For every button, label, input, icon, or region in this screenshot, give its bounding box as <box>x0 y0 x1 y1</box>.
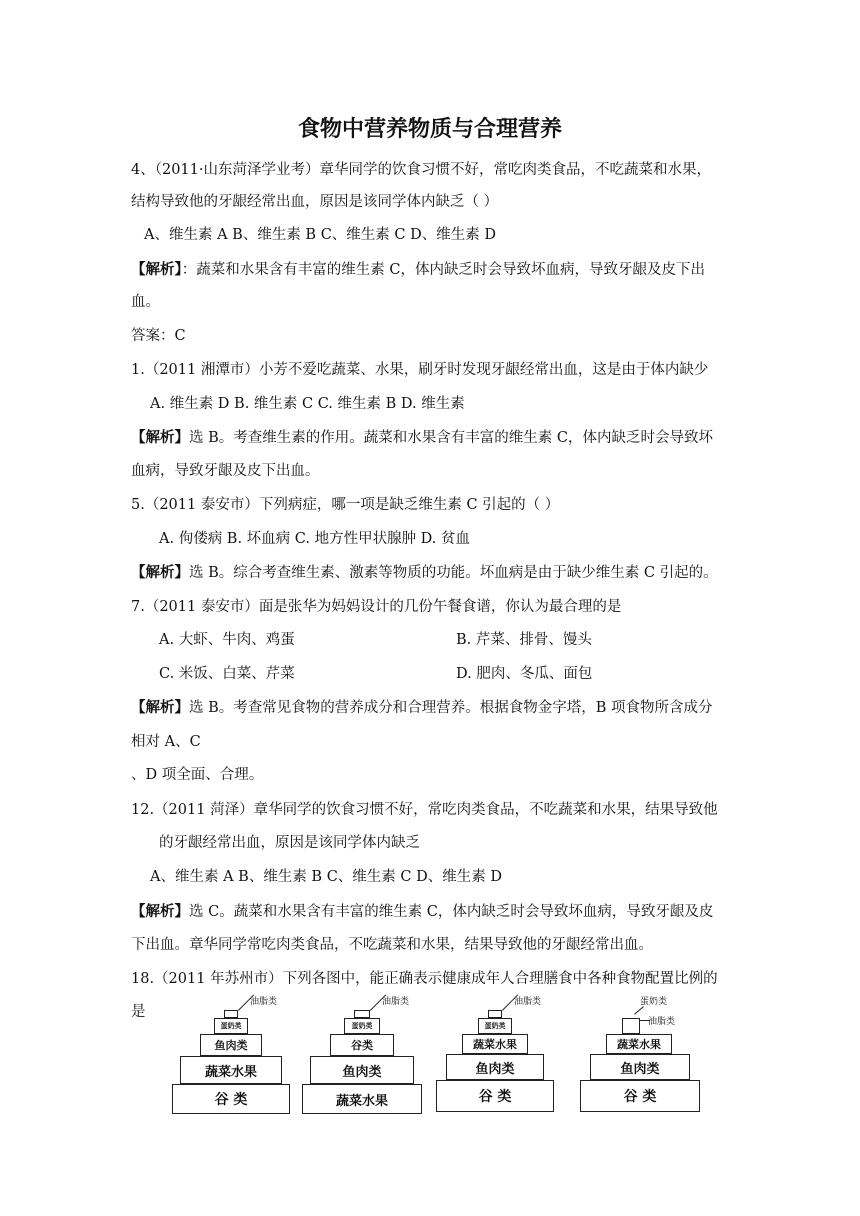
q1-analysis-line1: 【解析】选 B。考查维生素的作用。蔬菜和水果含有丰富的维生素 C，体内缺乏时会导致坏 <box>131 429 713 446</box>
q7-option-b: B. 芹菜、排骨、馒头 <box>456 632 592 648</box>
q4-answer: 答案：C <box>131 328 186 344</box>
analysis-marker: 【解析】 <box>131 903 189 920</box>
analysis-marker: 【解析】 <box>131 564 189 581</box>
tier-base: 谷 类 <box>580 1080 700 1112</box>
tier-top <box>354 1010 370 1018</box>
tier-top <box>224 1010 238 1018</box>
analysis-marker: 【解析】 <box>131 429 189 446</box>
tier-base: 蔬菜水果 <box>302 1084 422 1114</box>
tier-4: 蛋奶类 <box>344 1018 380 1034</box>
q7-analysis-line2: 相对 A、C <box>131 734 201 750</box>
food-pyramid-options <box>168 990 708 1120</box>
q5-stem: 5.（2011 泰安市）下列病症，哪一项是缺乏维生素 C 引起的（ ） <box>131 497 560 513</box>
tier-2: 鱼肉类 <box>446 1054 544 1080</box>
q7-analysis-line3: 、D 项全面、合理。 <box>131 767 264 783</box>
q7-option-c: C. 米饭、白菜、芹菜 <box>159 666 295 682</box>
tier-3: 鱼肉类 <box>200 1034 262 1056</box>
q4-stem-line1: 4、（2011·山东菏泽学业考）章华同学的饮食习惯不好，常吃肉类食品，不吃蔬菜和水果， <box>131 162 711 178</box>
tier-2: 鱼肉类 <box>310 1056 414 1084</box>
q12-analysis-line2: 下出血。章华同学常吃肉类食品，不吃蔬菜和水果，结果导致他的牙龈经常出血。 <box>131 937 653 953</box>
tier-top <box>488 1010 502 1018</box>
q5-options: A. 佝偻病 B. 坏血病 C. 地方性甲状腺肿 D. 贫血 <box>159 531 471 547</box>
q7-stem: 7.（2011 泰安市）面是张华为妈妈设计的几份午餐食谱，你认为最合理的是 <box>131 599 622 615</box>
tier-4: 蛋奶类 <box>214 1018 248 1034</box>
q12-stem-line2: 的牙龈经常出血，原因是该同学体内缺乏 <box>159 835 420 851</box>
analysis-marker: 【解析】 <box>131 699 189 716</box>
q1-analysis-line2: 血病，导致牙龈及皮下出血。 <box>131 463 320 479</box>
q7-analysis-line1: 【解析】选 B。考查常见食物的营养成分和合理营养。根据食物金字塔，B 项食物所含成分 <box>131 699 713 716</box>
q4-analysis-line2: 血。 <box>131 294 160 310</box>
q7-option-a: A. 大虾、牛肉、鸡蛋 <box>159 632 295 648</box>
food-pyramid-1 <box>168 990 303 1120</box>
callout-label: 油脂类 <box>514 997 542 1007</box>
leader-line <box>634 1006 644 1014</box>
tier-3: 蔬菜水果 <box>462 1034 528 1054</box>
tier-4-label: 油脂类 <box>648 1017 676 1027</box>
callout-label: 油脂类 <box>382 997 410 1007</box>
page-title: 食物中营养物质与合理营养 <box>297 117 562 142</box>
q12-options: A、维生素 A B、维生素 B C、维生素 C D、维生素 D <box>150 869 502 885</box>
leader-line <box>640 1020 650 1021</box>
tier-3: 蔬菜水果 <box>606 1034 672 1054</box>
q12-stem-line1: 12.（2011 菏泽）章华同学的饮食习惯不好，常吃肉类食品，不吃蔬菜和水果，结果导致他 <box>131 802 718 818</box>
q1-stem: 1.（2011 湘潭市）小芳不爱吃蔬菜、水果，刷牙时发现牙龈经常出血，这是由于体内缺少 <box>131 362 709 378</box>
q4-stem-line2: 结构导致他的牙龈经常出血，原因是该同学体内缺乏（ ） <box>131 194 499 210</box>
q18-stem-line2: 是 <box>131 1004 146 1020</box>
tier-4: 蛋奶类 <box>478 1018 512 1034</box>
tier-2: 鱼肉类 <box>590 1054 690 1080</box>
q12-analysis-line1: 【解析】选 C。蔬菜和水果含有丰富的维生素 C，体内缺乏时会导致坏血病，导致牙龈及皮 <box>131 903 714 920</box>
analysis-marker: 【解析】 <box>131 261 182 278</box>
tier-4 <box>622 1018 640 1034</box>
callout-label: 蛋奶类 <box>640 997 668 1007</box>
tier-2: 蔬菜水果 <box>180 1056 282 1084</box>
tier-base: 谷 类 <box>172 1084 290 1114</box>
q4-options: A、维生素 A B、维生素 B C、维生素 C D、维生素 D <box>144 227 496 243</box>
food-pyramid-2 <box>298 990 433 1120</box>
food-pyramid-3 <box>434 990 569 1120</box>
q5-analysis: 【解析】选 B。综合考查维生素、激素等物质的功能。坏血病是由于缺少维生素 C 引起的。 <box>131 564 718 581</box>
tier-3: 谷类 <box>330 1034 394 1056</box>
q18-stem-line1: 18.（2011 年苏州市）下列各图中，能正确表示健康成年人合理膳食中各种食物配置比例的 <box>131 971 718 987</box>
tier-base: 谷 类 <box>436 1080 554 1112</box>
callout-label: 油脂类 <box>250 997 278 1007</box>
q7-option-d: D. 肥肉、冬瓜、面包 <box>456 666 593 682</box>
food-pyramid-4 <box>578 990 713 1120</box>
q1-options: A. 维生素 D B. 维生素 C C. 维生素 B D. 维生素 <box>150 396 465 412</box>
q4-analysis-line1: 【解析】：蔬菜和水果含有丰富的维生素 C，体内缺乏时会导致坏血病，导致牙龈及皮下出 <box>131 261 705 278</box>
